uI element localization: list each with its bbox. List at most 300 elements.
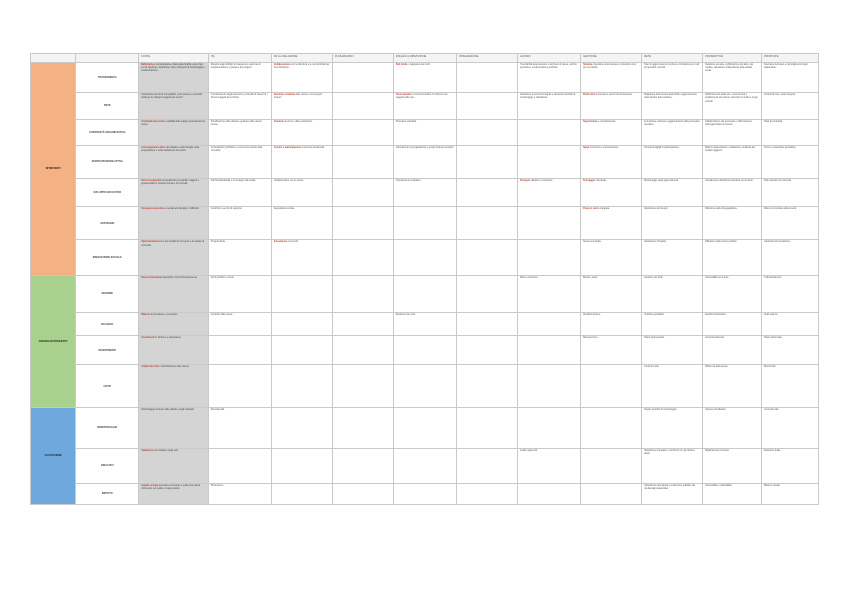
cell-text: individuale. [594, 180, 608, 183]
area-label: INTERVENTI [31, 63, 76, 276]
cell-text: Cruscotto dati. [764, 408, 779, 411]
column-header: PLUSARIANDO [332, 54, 393, 63]
matrix-cell [642, 365, 703, 407]
cell-text: Stabilizzazione del personale e rafforzamento dell'organizzazione interna. [705, 120, 752, 127]
cell-text: Pianificazione delle attività e gestione delle risorse umane. [210, 120, 262, 127]
column-header: ITA [208, 54, 271, 63]
cell-keyword: Coinvolgimento attivo [141, 146, 166, 149]
cell-text: Orientamento scolastico. [395, 180, 422, 183]
cell-text: e sociale alle famiglie in difficoltà. [164, 207, 200, 210]
matrix-cell [581, 336, 642, 365]
matrix-cell [393, 206, 456, 239]
matrix-cell [703, 179, 762, 207]
matrix-cell [457, 336, 518, 365]
cell-keyword: Investimenti [141, 337, 155, 340]
matrix-cell [762, 276, 819, 313]
matrix-cell [642, 179, 703, 207]
cell-keyword: Percorsi educativi [141, 180, 162, 183]
table-row [31, 63, 819, 93]
matrix-cell [393, 483, 456, 504]
column-header: GESTIONE [581, 54, 642, 63]
matrix-cell [332, 449, 393, 484]
cell-text: comunicazione chiara delle finalità e dei criteri per la selezione, definizione ruoli e strumenti di monitoraggio e rendicontazione. [141, 64, 205, 73]
cell-keyword: Analisi dei costi [141, 366, 159, 369]
table-row [31, 407, 819, 448]
cell-text: e stabilità delle équipe professionali nel tempo. [141, 120, 206, 127]
cell-text: integrata. [599, 207, 610, 210]
matrix-cell [581, 407, 642, 448]
column-header: INTEGRAZIONE [457, 54, 518, 63]
table-row [31, 145, 819, 178]
matrix-cell [332, 145, 393, 178]
matrix-cell [762, 336, 819, 365]
cell-text: Riduzione delle disuguaglianze. [705, 207, 738, 210]
matrix-cell [457, 63, 518, 93]
matrix-cell [393, 336, 456, 365]
cell-text: Piani di aggiornamento continuo e formazione per tutti gli operatori coinvolti. [644, 64, 700, 70]
row-label: SVILUPPO EDUCATIVO [76, 179, 139, 207]
matrix-cell [393, 93, 456, 120]
cell-text: in strutture e attrezzature. [154, 337, 182, 340]
matrix-cell [208, 407, 271, 448]
cell-keyword: Sostegno [520, 180, 531, 183]
column-header: PROPOSTE [762, 54, 819, 63]
cell-text: Attivazione di percorsi integrati e strumenti condivisi di monitoraggio e valutazione. [520, 94, 576, 100]
matrix-cell [332, 336, 393, 365]
cell-text: Controllo della spesa. [210, 313, 233, 316]
cell-text: Formazione continua e aggiornamento delle procedure operative. [644, 120, 700, 127]
matrix-cell [581, 179, 642, 207]
matrix-cell [332, 483, 393, 504]
matrix-cell [393, 276, 456, 313]
column-header: PROSPETTIVA [703, 54, 762, 63]
cell-text: Accordi di rete e piani integrati. [764, 94, 796, 97]
matrix-cell [518, 483, 581, 504]
row-label: RETE [76, 93, 139, 120]
column-header: RISCHIO & RIPETIZIONE [393, 54, 456, 63]
cell-text: dei risultati e degli esiti. [153, 450, 179, 453]
cell-text: Piani di continuità. [764, 120, 783, 123]
matrix-cell [332, 93, 393, 120]
matrix-cell [642, 63, 703, 93]
matrix-cell [518, 93, 581, 120]
matrix-cell [271, 206, 332, 239]
matrix-cell [703, 312, 762, 335]
matrix-cell [271, 365, 332, 407]
cell-text: e ottimizzazione delle risorse. [158, 366, 190, 369]
cell-text: di gestione documentale e protocollo unico per le pratiche. [583, 64, 637, 70]
cell-text: Valutazione dei bisogni. [644, 207, 669, 210]
cell-text: generato sul territorio e sulla comunità di riferimento nel medio e lungo periodo. [141, 484, 201, 490]
cell-text: Analisi degli esiti. [520, 450, 538, 453]
cell-text: Gestione dei fondi. [644, 277, 664, 280]
matrix-cell [642, 336, 703, 365]
matrix-cell [457, 93, 518, 120]
matrix-cell [271, 312, 332, 335]
area-label: VALUTAZIONE [31, 407, 76, 504]
matrix-cell [703, 336, 762, 365]
cell-keyword: Presa in carico [583, 207, 600, 210]
cell-text: Relazione finale. [764, 450, 782, 453]
cell-text: Valutazione partecipata e restituzione pubblica dei risultati agli stakeholder. [644, 484, 696, 490]
cell-text: Costruzione di reti tra enti pubblici, terzo settore e comunità locali per lo sviluppo integrato dei servizi. [141, 94, 202, 100]
cell-text: Piano pluriennale. [764, 337, 783, 340]
matrix-cell [139, 206, 208, 239]
matrix-cell [139, 93, 208, 120]
cell-text: Centri di costo. [644, 366, 660, 369]
row-label: SOSTEGNO [76, 206, 139, 239]
table-row [31, 336, 819, 365]
cell-text: di accesso e servizi di orientamento. [594, 94, 633, 97]
matrix-cell [581, 312, 642, 335]
matrix-cell [703, 240, 762, 276]
cell-text: e mappatura dei rischi. [406, 64, 431, 66]
matrix-cell [139, 407, 208, 448]
matrix-cell [208, 336, 271, 365]
matrix-cell [332, 179, 393, 207]
row-label: INVESTIMENTI [76, 336, 139, 365]
matrix-cell [518, 407, 581, 448]
cell-text: Report periodici di monitoraggio. [644, 408, 678, 411]
matrix-cell [393, 449, 456, 484]
matrix-cell [271, 483, 332, 504]
matrix-cell [457, 407, 518, 448]
row-label: IMPATTO [76, 483, 139, 504]
matrix-cell [393, 179, 456, 207]
area-label: FINANZA DI PROGETTO [31, 276, 76, 408]
cell-text: Rafforzamento della rete, nuovi accordi e ampliamento dei partner coinvolti nel medio e lungo periodo. [705, 94, 758, 103]
matrix-cell [393, 119, 456, 145]
header-row [31, 54, 819, 63]
column-header: FR & A RELAZIONE [271, 54, 332, 63]
cell-text: Segretariato sociale. [273, 207, 295, 210]
matrix-cell [518, 365, 581, 407]
cell-text: Sistema di indicatori. [705, 408, 727, 411]
cell-keyword: Valutazione [141, 450, 154, 453]
matrix-cell [139, 240, 208, 276]
cell-keyword: Tavoli tematici [395, 94, 412, 97]
matrix-cell [762, 119, 819, 145]
cell-text: Cofinanziamento. [764, 277, 782, 280]
table-row [31, 206, 819, 239]
matrix-cell [642, 483, 703, 504]
cell-text: Coordinamento degli interventi e protocolli di intesa tra i diversi soggetti del territorio. [210, 94, 268, 100]
cell-text: Bilancio partecipativo e valutazione condivisa dei risultati raggiunti. [705, 146, 755, 152]
matrix-cell [139, 145, 208, 178]
cell-text: Laboratori di innovazione. [764, 241, 791, 244]
cell-text: Misure di contrasto alla povertà. [764, 207, 797, 210]
matrix-cell [703, 93, 762, 120]
row-label: COSTI [76, 365, 139, 407]
matrix-cell [208, 483, 271, 504]
matrix-cell [139, 312, 208, 335]
matrix-cell [393, 145, 456, 178]
row-label: PARTECIPAZIONE ATTIVA [76, 145, 139, 178]
cell-keyword: Sostegno economico [141, 207, 165, 210]
matrix-cell [457, 119, 518, 145]
matrix-cell [703, 63, 762, 93]
matrix-cell [762, 206, 819, 239]
cell-text: Valutazione d'impatto. [644, 241, 667, 244]
cell-text: Verifiche periodiche. [644, 313, 665, 316]
cell-text: Nuove tecnologie. [583, 241, 602, 244]
matrix-cell [518, 449, 581, 484]
cell-text: Contributi e servizi di supporto. [210, 207, 243, 210]
cell-text: Efficienza della spesa. [705, 366, 728, 369]
matrix-cell [642, 240, 703, 276]
matrix-cell [271, 449, 332, 484]
cell-keyword: Spazi [583, 146, 590, 149]
cell-text: dei cittadini e delle famiglie nella progettazione e nella valutazione dei servizi. [141, 146, 200, 152]
cell-text: Benchmark. [764, 366, 777, 369]
matrix-cell [457, 449, 518, 484]
cell-text: Valutazione di impatto e confronto con gli obiettivi attesi. [644, 450, 695, 456]
matrix-cell [642, 312, 703, 335]
matrix-cell [581, 483, 642, 504]
matrix-cell [762, 93, 819, 120]
matrix-cell [518, 276, 581, 313]
matrix-cell [332, 63, 393, 93]
cell-text: Fondi pubblici e privati. [210, 277, 235, 280]
cell-keyword: Reti locali [395, 64, 407, 66]
matrix-cell [457, 240, 518, 276]
table-row [31, 312, 819, 335]
matrix-cell [139, 449, 208, 484]
cell-keyword: Collaborazione [273, 64, 291, 66]
matrix-cell [518, 145, 581, 178]
matrix-cell [518, 240, 581, 276]
matrix-cell [642, 206, 703, 239]
matrix-cell [208, 276, 271, 313]
matrix-cell [457, 179, 518, 207]
matrix-cell [271, 276, 332, 313]
cell-text: nei servizi. [287, 241, 299, 244]
matrix-cell [139, 119, 208, 145]
matrix-cell [139, 483, 208, 504]
matrix-cell [581, 365, 642, 407]
matrix-cell [208, 179, 271, 207]
matrix-cell [271, 336, 332, 365]
cell-keyword: Supervisione [583, 120, 598, 123]
column-header: LAVORO [518, 54, 581, 63]
matrix-cell [518, 179, 581, 207]
table-row [31, 119, 819, 145]
matrix-cell [518, 63, 581, 93]
cell-keyword: Impatto sociale [141, 484, 159, 487]
cell-text: Mappatura delle risorse disponibili e aggiornamento delle banche dati condivise. [644, 94, 697, 100]
cell-text: Forum e assemblee periodiche. [764, 146, 797, 149]
cell-text: Misurazione. [210, 484, 224, 487]
cell-text: ai processi decisionali. [300, 146, 325, 149]
matrix-cell [642, 145, 703, 178]
cell-keyword: Punti unici [583, 94, 595, 97]
cell-text: Laboratori di co-progettazione e gruppi di lavoro tematici. [395, 146, 454, 149]
cell-text: Piano degli acquisti. [644, 337, 665, 340]
matrix-cell [581, 119, 642, 145]
cell-keyword: Continuità dei servizi [141, 120, 165, 123]
matrix-cell [703, 206, 762, 239]
cell-text: con le istituzioni e le reti territoriali per la condivisione. [273, 64, 330, 70]
cell-text: Ammodernamento. [705, 337, 725, 340]
matrix-cell [642, 407, 703, 448]
matrix-cell [762, 145, 819, 178]
matrix-cell [703, 449, 762, 484]
matrix-cell [642, 93, 703, 120]
column-header [76, 54, 139, 63]
cell-text: Revisione dei conti. [395, 313, 416, 316]
cell-text: Manutenzione. [583, 337, 599, 340]
cell-text: Monitoraggio degli apprendimenti. [644, 180, 679, 183]
matrix-cell [208, 206, 271, 239]
matrix-cell [518, 312, 581, 335]
matrix-cell [762, 483, 819, 504]
cell-keyword: Sistema [583, 64, 592, 66]
matrix-cell [518, 119, 581, 145]
cell-text: di incontro e comunicazione. [589, 146, 619, 149]
matrix-cell [518, 206, 581, 239]
cell-text: Strumenti digitali di partecipazione. [644, 146, 680, 149]
matrix-cell [271, 119, 332, 145]
matrix-cell [703, 407, 762, 448]
cell-text: personalizzati per bambini, ragazzi e giovani adulti in contesti formali e non formali. [141, 180, 200, 186]
cell-text: disponibili e fonti di finanziamento. [161, 277, 198, 280]
matrix-cell [139, 63, 208, 93]
cell-keyword: Gestione condivisa [273, 94, 295, 97]
matrix-cell [762, 312, 819, 335]
matrix-cell [642, 449, 703, 484]
matrix-cell [332, 276, 393, 313]
cell-keyword: Innovazione [273, 241, 288, 244]
matrix-cell [581, 93, 642, 120]
matrix-cell [393, 312, 456, 335]
cell-keyword: Gestione [273, 120, 284, 123]
matrix-cell [271, 407, 332, 448]
cell-text: Audit esterno. [764, 313, 779, 316]
matrix-cell [762, 63, 819, 93]
row-label: INNOVAZIONE SOCIALE [76, 240, 139, 276]
matrix-cell [581, 145, 642, 178]
matrix-cell [139, 336, 208, 365]
cell-text: Rendicontazione. [583, 313, 601, 316]
matrix-cell [332, 312, 393, 335]
table-row [31, 93, 819, 120]
matrix-cell [271, 145, 332, 178]
matrix-cell [762, 407, 819, 448]
row-label: BILANCIO [76, 312, 139, 335]
matrix-cell [762, 240, 819, 276]
matrix-cell [208, 119, 271, 145]
cell-text: Procedure standard. [395, 120, 417, 123]
cell-keyword: Tutoraggio [583, 180, 595, 183]
cell-text: Consultazioni pubbliche e momenti di ascolto della comunità. [210, 146, 263, 152]
column-header: RETE [642, 54, 703, 63]
matrix-cell [703, 483, 762, 504]
cell-text: Sostenibilità e replicabilità. [705, 484, 733, 487]
matrix-cell [271, 93, 332, 120]
cell-keyword: Definizione e [141, 64, 156, 66]
cell-text: delle risorse e dei progetti comuni. [273, 94, 322, 100]
matrix-cell [581, 63, 642, 93]
table-row [31, 483, 819, 504]
table-row [31, 449, 819, 484]
row-label: RISORSE [76, 276, 139, 313]
matrix-cell [703, 276, 762, 313]
cell-text: Progetti pilota. [210, 241, 226, 244]
matrix-cell [271, 63, 332, 93]
matrix-cell [393, 365, 456, 407]
matrix-cell [762, 449, 819, 484]
cell-text: didattico e inclusione. [530, 180, 554, 183]
cell-text: Diffusione delle buone pratiche. [705, 241, 738, 244]
matrix-cell [457, 312, 518, 335]
cell-text: Ampliamento dell'offerta educativa sul territorio. [705, 180, 754, 183]
matrix-cell [703, 365, 762, 407]
matrix-cell [332, 365, 393, 407]
cell-keyword: Sperimentazione [141, 241, 160, 244]
matrix-cell [208, 365, 271, 407]
matrix-cell [581, 206, 642, 239]
matrix-cell [332, 240, 393, 276]
matrix-cell [762, 179, 819, 207]
matrix-cell [581, 240, 642, 276]
matrix-cell [393, 407, 456, 448]
planning-matrix-table [30, 53, 819, 505]
cell-text: Revisione del piano e coinvolgimento degli stakeholder. [764, 64, 808, 70]
matrix-cell [139, 276, 208, 313]
matrix-cell [208, 93, 271, 120]
matrix-cell [457, 206, 518, 239]
matrix-cell [457, 145, 518, 178]
cell-text: Miglioramento continuo. [705, 450, 730, 453]
table-row [31, 179, 819, 207]
cell-text: Collaborazione con le scuole. [273, 180, 304, 183]
matrix-cell [332, 206, 393, 239]
cell-keyword: Risorse finanziarie [141, 277, 162, 280]
matrix-cell [208, 145, 271, 178]
matrix-cell [703, 119, 762, 145]
matrix-cell [703, 145, 762, 178]
matrix-cell [139, 365, 208, 407]
row-label: CONTINUITÀ ORGANIZZATIVA [76, 119, 139, 145]
cell-text: Patti educativi di comunità. [764, 180, 792, 183]
cell-text: Monitoraggio continuo delle attività e degli indicatori. [141, 408, 195, 411]
column-header: FONTE [139, 54, 208, 63]
table-row [31, 240, 819, 276]
matrix-cell [271, 179, 332, 207]
matrix-cell [581, 449, 642, 484]
cell-text: Raccolta dati. [210, 408, 225, 411]
matrix-cell [457, 276, 518, 313]
matrix-cell [581, 276, 642, 313]
cell-text: Attività laboratoriali e di sostegno allo studio. [210, 180, 257, 183]
matrix-cell [208, 63, 271, 93]
matrix-cell [332, 119, 393, 145]
table-row [31, 365, 819, 407]
matrix-cell [139, 179, 208, 207]
matrix-cell [762, 365, 819, 407]
matrix-cell [393, 240, 456, 276]
matrix-cell [457, 483, 518, 504]
cell-text: Bandi e avvisi. [583, 277, 598, 280]
cell-keyword: Ascolto e partecipazione [273, 146, 301, 149]
matrix-cell [208, 449, 271, 484]
cell-text: Piano economico. [520, 277, 539, 280]
matrix-cell [271, 240, 332, 276]
cell-text: e coordinamento. [597, 120, 616, 123]
matrix-cell [208, 312, 271, 335]
cell-text: di previsione e consuntivo. [150, 313, 178, 316]
cell-text: Sostenibilità nel tempo. [705, 277, 729, 280]
